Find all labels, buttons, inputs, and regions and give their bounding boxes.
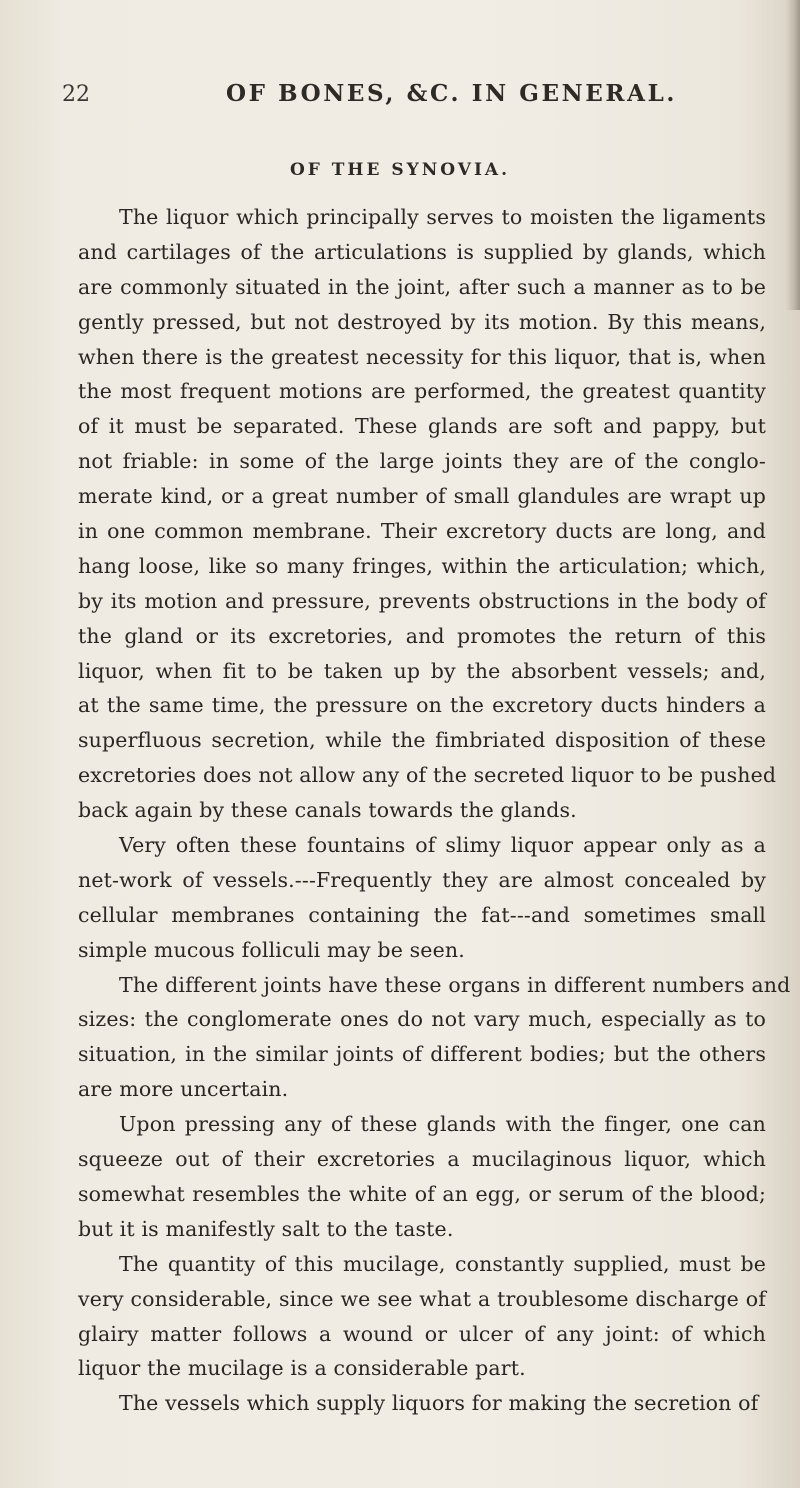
text-line: sizes: the conglomerate ones do not vary much, especially as to: [78, 1007, 766, 1032]
text-line: The quantity of this mucilage, constantly supplied, must be: [119, 1251, 766, 1276]
text-line: and cartilages of the articulations is supplied by glands, which: [78, 239, 766, 264]
paragraph: [78, 1107, 766, 1247]
text-line: not friable: in some of the large joints they are of the conglo-: [78, 449, 766, 474]
text-line: in one common membrane. Their excretory ducts are long, and: [78, 519, 766, 544]
text-line: merate kind, or a great number of small glandules are wrapt up: [78, 484, 766, 509]
text-line: gently pressed, but not destroyed by its motion. By this means,: [78, 309, 766, 334]
paragraph: [78, 1247, 766, 1387]
text-line: are commonly situated in the joint, after such a manner as to be: [78, 274, 766, 299]
text-line: when there is the greatest necessity for this liquor, that is, when: [78, 344, 766, 369]
running-head: [62, 78, 682, 110]
text-line: squeeze out of their excretories a mucilaginous liquor, which: [78, 1147, 766, 1172]
paragraph: [78, 1386, 766, 1421]
text-line: the gland or its excretories, and promotes the return of this: [78, 623, 766, 648]
text-line: of it must be separated. These glands are soft and pappy, but: [78, 414, 766, 439]
text-line: The vessels which supply liquors for making the secretion of: [119, 1391, 759, 1416]
text-line: The different joints have these organs in different numbers and: [119, 972, 791, 997]
page-edge-shadow: [786, 0, 800, 310]
text-line: The liquor which principally serves to moisten the ligaments: [119, 205, 766, 229]
text-line: situation, in the similar joints of different bodies; but the others: [78, 1042, 766, 1067]
page-number: 22: [62, 82, 90, 107]
text-line: glairy matter follows a wound or ulcer of any joint: of which: [78, 1321, 766, 1346]
text-line: Very often these fountains of slimy liquor appear only as a: [119, 833, 766, 858]
text-line: back again by these canals towards the glands.: [78, 798, 577, 823]
text-line: but it is manifestly salt to the taste.: [78, 1216, 454, 1241]
text-line: net-work of vessels.---Frequently they are almost concealed by: [78, 867, 766, 892]
text-line: liquor the mucilage is a considerable part.: [78, 1356, 526, 1381]
text-line: somewhat resembles the white of an egg, or serum of the blood;: [78, 1181, 766, 1206]
section-title: OF THE SYNOVIA.: [289, 160, 511, 180]
paragraph: [78, 968, 791, 1108]
text-line: the most frequent motions are performed, the greatest quantity: [78, 379, 766, 404]
text-line: liquor, when fit to be taken up by the absorbent vessels; and,: [78, 658, 766, 683]
text-line: cellular membranes containing the fat---and sometimes small: [78, 902, 766, 927]
text-line: hang loose, like so many fringes, within the articulation; which,: [78, 553, 766, 578]
text-line: superfluous secretion, while the fimbriated disposition of these: [78, 728, 766, 753]
text-line: by its motion and pressure, prevents obstructions in the body of: [78, 588, 766, 613]
text-line: simple mucous folliculi may be seen.: [78, 937, 465, 962]
paragraph: [78, 828, 766, 968]
text-line: are more uncertain.: [78, 1077, 289, 1102]
text-line: at the same time, the pressure on the excretory ducts hinders a: [78, 693, 766, 718]
body-text: [78, 200, 791, 1421]
paragraph: [78, 200, 777, 828]
text-line: excretories does not allow any of the secreted liquor to be pushed: [78, 763, 777, 788]
text-line: Upon pressing any of these glands with the finger, one can: [119, 1112, 766, 1137]
text-line: very considerable, since we see what a troublesome discharge of: [78, 1286, 766, 1311]
running-head-title: OF BONES, &C. IN GENERAL.: [226, 80, 677, 107]
